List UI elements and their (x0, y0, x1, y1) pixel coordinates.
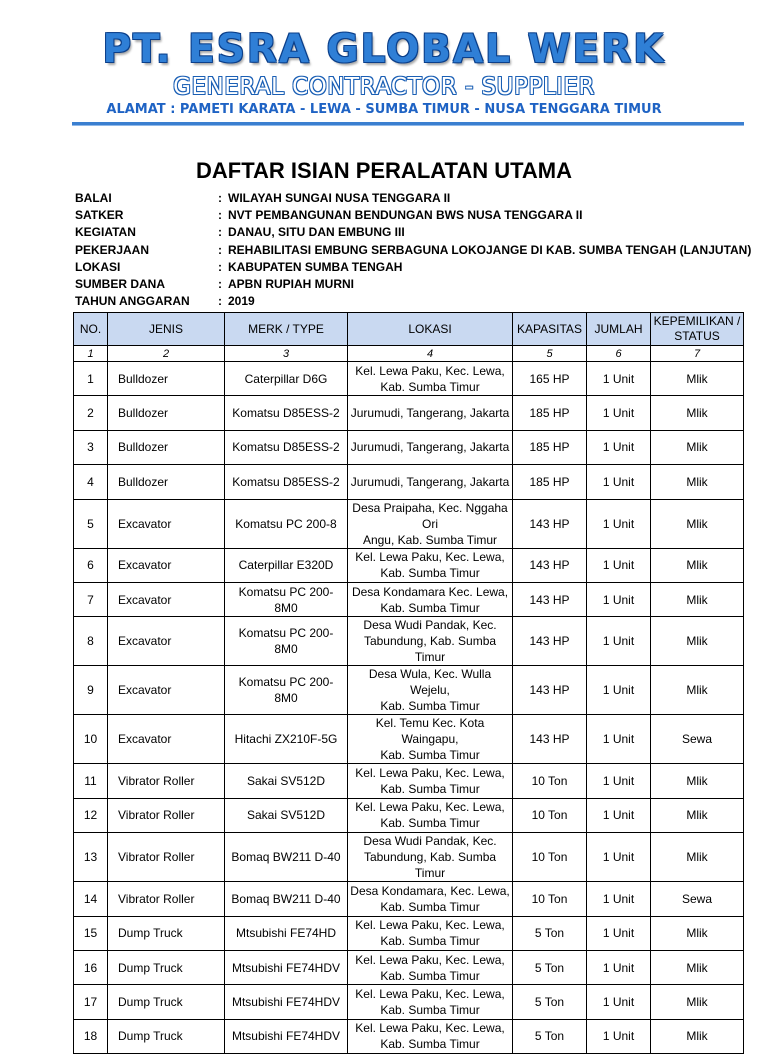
cell-lokasi-line2: Kab. Sumba Timur (380, 699, 480, 714)
header-no: NO. (74, 313, 108, 346)
info-value: WILAYAH SUNGAI NUSA TENGGARA II (228, 191, 451, 205)
cell-jumlah: 1 Unit (587, 582, 651, 616)
cell-lokasi-line1: Desa Wudi Pandak, Kec. (363, 618, 497, 633)
cell-lokasi (348, 715, 513, 764)
cell-lokasi-line2: Tabundung, Kab. Sumba Timur (363, 850, 497, 881)
table-row (74, 582, 744, 616)
cell-lokasi-line1: Desa Praipaha, Kec. Nggaha Ori (352, 500, 508, 531)
cell-lokasi-line1: Desa Wudi Pandak, Kec. (363, 834, 497, 849)
cell-lokasi-line2: Kab. Sumba Timur (380, 600, 480, 615)
cell-status: Mlik (651, 582, 744, 616)
cell-lokasi-line2: Kab. Sumba Timur (380, 934, 480, 949)
cell-no: 7 (74, 582, 108, 616)
table-row (74, 833, 744, 882)
info-label: PEKERJAAN (75, 242, 150, 257)
table-row (74, 430, 744, 464)
cell-kapasitas: 165 HP (513, 362, 587, 396)
info-row (75, 276, 751, 293)
cell-status: Sewa (651, 715, 744, 764)
cell-no: 6 (74, 548, 108, 582)
cell-no: 8 (74, 617, 108, 666)
info-colon: : (218, 225, 222, 240)
cell-merk: Bomaq BW211 D-40 (225, 882, 348, 916)
cell-status: Mlik (651, 548, 744, 582)
cell-status: Mlik (651, 1019, 744, 1053)
header-kapasitas: KAPASITAS (513, 313, 587, 346)
cell-lokasi-line2: Kab. Sumba Timur (380, 748, 480, 763)
cell-no: 9 (74, 666, 108, 715)
table-row (74, 362, 744, 396)
cell-kapasitas: 10 Ton (513, 798, 587, 832)
table-row (74, 465, 744, 499)
cell-status: Mlik (651, 916, 744, 950)
table-row (74, 617, 744, 666)
cell-kapasitas: 143 HP (513, 617, 587, 666)
cell-jumlah: 1 Unit (587, 882, 651, 916)
cell-kapasitas: 5 Ton (513, 1019, 587, 1053)
cell-no: 4 (74, 465, 108, 499)
cell-status: Mlik (651, 764, 744, 798)
cell-no: 13 (74, 833, 108, 882)
cell-jumlah: 1 Unit (587, 666, 651, 715)
column-number: 6 (587, 346, 651, 362)
cell-jumlah: 1 Unit (587, 548, 651, 582)
cell-jumlah: 1 Unit (587, 833, 651, 882)
cell-no: 14 (74, 882, 108, 916)
company-subtitle: GENERAL CONTRACTOR - SUPPLIER (173, 74, 595, 100)
cell-jenis: Excavator (108, 548, 225, 582)
cell-lokasi-line2: Kab. Sumba Timur (380, 1002, 480, 1017)
cell-no: 10 (74, 715, 108, 764)
cell-jenis: Excavator (108, 617, 225, 666)
cell-lokasi-line1: Jurumudi, Tangerang, Jakarta (350, 406, 510, 421)
info-value: NVT PEMBANGUNAN BENDUNGAN BWS NUSA TENGGARA II (228, 208, 583, 223)
info-row (75, 242, 751, 259)
column-number: 7 (651, 346, 744, 362)
cell-merk: Mtsubishi FE74HDV (225, 985, 348, 1019)
cell-jenis: Bulldozer (108, 430, 225, 464)
info-colon: : (218, 242, 222, 257)
cell-merk: Sakai SV512D (225, 764, 348, 798)
info-label: BALAI (75, 191, 112, 205)
column-number: 5 (513, 346, 587, 362)
table-row (74, 715, 744, 764)
cell-no: 3 (74, 430, 108, 464)
cell-lokasi (348, 1019, 513, 1053)
table-row (74, 666, 744, 715)
cell-jumlah: 1 Unit (587, 916, 651, 950)
cell-lokasi-line1: Kel. Lewa Paku, Kec. Lewa, (355, 766, 505, 781)
cell-lokasi (348, 764, 513, 798)
column-number: 3 (225, 346, 348, 362)
cell-jenis: Bulldozer (108, 396, 225, 430)
cell-jumlah: 1 Unit (587, 715, 651, 764)
cell-lokasi-line1: Jurumudi, Tangerang, Jakarta (350, 474, 510, 489)
info-label: LOKASI (75, 259, 121, 274)
cell-kapasitas: 10 Ton (513, 833, 587, 882)
header-status-line1: KEPEMILIKAN / (653, 314, 741, 328)
cell-status: Mlik (651, 617, 744, 666)
cell-merk: Mtsubishi FE74HD (225, 916, 348, 950)
column-number-row (74, 346, 744, 362)
cell-lokasi (348, 396, 513, 430)
cell-jumlah: 1 Unit (587, 985, 651, 1019)
info-row (75, 224, 751, 241)
cell-jumlah: 1 Unit (587, 499, 651, 548)
cell-jenis: Excavator (108, 715, 225, 764)
cell-lokasi (348, 617, 513, 666)
cell-jenis: Excavator (108, 666, 225, 715)
cell-lokasi (348, 582, 513, 616)
info-row (75, 259, 751, 276)
table-row (74, 985, 744, 1019)
cell-kapasitas: 185 HP (513, 465, 587, 499)
cell-jenis: Vibrator Roller (108, 833, 225, 882)
cell-jenis: Bulldozer (108, 362, 225, 396)
header-jumlah: JUMLAH (587, 313, 651, 346)
cell-lokasi (348, 666, 513, 715)
cell-merk: Komatsu PC 200-8M0 (225, 666, 348, 715)
cell-jenis: Dump Truck (108, 1019, 225, 1053)
cell-jumlah: 1 Unit (587, 798, 651, 832)
header-status (651, 313, 744, 346)
column-number: 4 (348, 346, 513, 362)
info-value: 2019 (228, 294, 255, 309)
cell-merk: Bomaq BW211 D-40 (225, 833, 348, 882)
cell-kapasitas: 5 Ton (513, 916, 587, 950)
cell-lokasi (348, 499, 513, 548)
cell-kapasitas: 143 HP (513, 715, 587, 764)
cell-status: Mlik (651, 833, 744, 882)
cell-lokasi-line2: Kab. Sumba Timur (380, 899, 480, 914)
cell-lokasi (348, 833, 513, 882)
info-value: DANAU, SITU DAN EMBUNG III (228, 225, 405, 240)
cell-jumlah: 1 Unit (587, 617, 651, 666)
cell-lokasi (348, 548, 513, 582)
cell-status: Mlik (651, 950, 744, 984)
cell-lokasi (348, 798, 513, 832)
table-row (74, 396, 744, 430)
table-header-row (74, 313, 744, 346)
cell-no: 15 (74, 916, 108, 950)
info-colon: : (218, 259, 222, 274)
info-row (75, 293, 751, 310)
cell-merk: Mtsubishi FE74HDV (225, 1019, 348, 1053)
cell-kapasitas: 10 Ton (513, 882, 587, 916)
cell-merk: Caterpillar D6G (225, 362, 348, 396)
cell-merk: Hitachi ZX210F-5G (225, 715, 348, 764)
project-info (75, 190, 751, 310)
cell-lokasi (348, 950, 513, 984)
info-colon: : (218, 294, 222, 309)
table-row (74, 916, 744, 950)
column-number: 1 (74, 346, 108, 362)
cell-no: 1 (74, 362, 108, 396)
table-row (74, 764, 744, 798)
cell-lokasi-line1: Kel. Lewa Paku, Kec. Lewa, (355, 550, 505, 565)
table-row (74, 950, 744, 984)
cell-merk: Komatsu PC 200-8M0 (225, 582, 348, 616)
cell-merk: Komatsu D85ESS-2 (225, 396, 348, 430)
cell-kapasitas: 185 HP (513, 396, 587, 430)
info-value: KABUPATEN SUMBA TENGAH (228, 259, 403, 274)
info-label: TAHUN ANGGARAN (75, 294, 190, 309)
cell-jumlah: 1 Unit (587, 1019, 651, 1053)
cell-lokasi-line1: Desa Kondamara, Kec. Lewa, (350, 883, 510, 898)
cell-merk: Komatsu PC 200-8 (225, 499, 348, 548)
cell-merk: Caterpillar E320D (225, 548, 348, 582)
letterhead (0, 28, 768, 119)
cell-jumlah: 1 Unit (587, 396, 651, 430)
cell-status: Mlik (651, 985, 744, 1019)
header-merk: MERK / TYPE (225, 313, 348, 346)
cell-lokasi (348, 985, 513, 1019)
table-row (74, 499, 744, 548)
header-lokasi: LOKASI (348, 313, 513, 346)
info-label: KEGIATAN (75, 225, 136, 240)
cell-lokasi-line2: Kab. Sumba Timur (380, 782, 480, 797)
cell-kapasitas: 143 HP (513, 499, 587, 548)
table-row (74, 882, 744, 916)
cell-status: Sewa (651, 882, 744, 916)
cell-kapasitas: 143 HP (513, 666, 587, 715)
cell-status: Mlik (651, 430, 744, 464)
cell-status: Mlik (651, 362, 744, 396)
cell-no: 16 (74, 950, 108, 984)
cell-lokasi-line2: Kab. Sumba Timur (380, 379, 480, 394)
document-title: DAFTAR ISIAN PERALATAN UTAMA (196, 158, 572, 183)
cell-lokasi-line1: Jurumudi, Tangerang, Jakarta (350, 440, 510, 455)
cell-no: 5 (74, 499, 108, 548)
company-address: ALAMAT : PAMETI KARATA - LEWA - SUMBA TIMUR - NUSA TENGGARA TIMUR (106, 102, 662, 117)
cell-merk: Mtsubishi FE74HDV (225, 950, 348, 984)
cell-lokasi-line2: Kab. Sumba Timur (380, 968, 480, 983)
cell-merk: Komatsu D85ESS-2 (225, 430, 348, 464)
cell-lokasi-line2: Kab. Sumba Timur (380, 816, 480, 831)
info-colon: : (218, 191, 222, 205)
cell-jenis: Dump Truck (108, 985, 225, 1019)
info-row (75, 207, 751, 224)
info-row (75, 190, 751, 207)
cell-lokasi (348, 465, 513, 499)
info-colon: : (218, 208, 222, 223)
table-row (74, 798, 744, 832)
cell-lokasi-line2: Angu, Kab. Sumba Timur (362, 532, 498, 547)
cell-jumlah: 1 Unit (587, 950, 651, 984)
cell-kapasitas: 5 Ton (513, 985, 587, 1019)
cell-merk: Komatsu PC 200-8M0 (225, 617, 348, 666)
cell-jumlah: 1 Unit (587, 764, 651, 798)
header-jenis: JENIS (108, 313, 225, 346)
cell-jenis: Excavator (108, 499, 225, 548)
cell-jenis: Dump Truck (108, 950, 225, 984)
cell-kapasitas: 10 Ton (513, 764, 587, 798)
cell-lokasi-line1: Kel. Lewa Paku, Kec. Lewa, (355, 800, 505, 815)
cell-no: 11 (74, 764, 108, 798)
cell-lokasi-line1: Kel. Temu Kec. Kota Waingapu, (375, 716, 485, 747)
cell-jenis: Dump Truck (108, 916, 225, 950)
cell-jenis: Vibrator Roller (108, 798, 225, 832)
table-row (74, 1019, 744, 1053)
cell-jenis: Bulldozer (108, 465, 225, 499)
cell-kapasitas: 143 HP (513, 582, 587, 616)
cell-jenis: Excavator (108, 582, 225, 616)
cell-lokasi-line1: Kel. Lewa Paku, Kec. Lewa, (355, 1021, 505, 1036)
cell-no: 18 (74, 1019, 108, 1053)
cell-lokasi-line1: Kel. Lewa Paku, Kec. Lewa, (355, 363, 505, 378)
cell-lokasi-line2: Tabundung, Kab. Sumba Timur (363, 634, 497, 665)
cell-kapasitas: 185 HP (513, 430, 587, 464)
cell-jenis: Vibrator Roller (108, 882, 225, 916)
column-number: 2 (108, 346, 225, 362)
table-row (74, 548, 744, 582)
cell-lokasi-line1: Kel. Lewa Paku, Kec. Lewa, (355, 918, 505, 933)
cell-lokasi-line1: Desa Kondamara Kec. Lewa, (351, 584, 509, 599)
letterhead-divider (72, 122, 744, 126)
cell-status: Mlik (651, 465, 744, 499)
cell-lokasi-line2: Kab. Sumba Timur (380, 566, 480, 581)
info-label: SATKER (75, 208, 124, 223)
cell-no: 17 (74, 985, 108, 1019)
cell-jenis: Vibrator Roller (108, 764, 225, 798)
equipment-table (73, 312, 744, 1054)
cell-lokasi-line2: Kab. Sumba Timur (380, 1037, 480, 1052)
company-name: PT. ESRA GLOBAL WERK (102, 27, 666, 72)
cell-merk: Sakai SV512D (225, 798, 348, 832)
header-status-line2: STATUS (674, 329, 720, 343)
cell-lokasi-line1: Kel. Lewa Paku, Kec. Lewa, (355, 952, 505, 967)
cell-no: 12 (74, 798, 108, 832)
cell-status: Mlik (651, 798, 744, 832)
info-value: REHABILITASI EMBUNG SERBAGUNA LOKOJANGE DI KAB. SUMBA TENGAH (LANJUTAN) (228, 242, 752, 257)
cell-status: Mlik (651, 396, 744, 430)
cell-lokasi (348, 916, 513, 950)
cell-merk: Komatsu D85ESS-2 (225, 465, 348, 499)
cell-lokasi-line1: Kel. Lewa Paku, Kec. Lewa, (355, 986, 505, 1001)
info-colon: : (218, 276, 222, 291)
cell-jumlah: 1 Unit (587, 362, 651, 396)
info-value: APBN RUPIAH MURNI (228, 276, 354, 291)
cell-jumlah: 1 Unit (587, 430, 651, 464)
cell-lokasi-line1: Desa Wula, Kec. Wulla Wejelu, (368, 667, 492, 698)
cell-kapasitas: 5 Ton (513, 950, 587, 984)
cell-status: Mlik (651, 499, 744, 548)
cell-status: Mlik (651, 666, 744, 715)
cell-kapasitas: 143 HP (513, 548, 587, 582)
cell-no: 2 (74, 396, 108, 430)
cell-lokasi (348, 362, 513, 396)
table-body (74, 362, 744, 1054)
cell-jumlah: 1 Unit (587, 465, 651, 499)
cell-lokasi (348, 882, 513, 916)
cell-lokasi (348, 430, 513, 464)
info-label: SUMBER DANA (75, 276, 165, 291)
